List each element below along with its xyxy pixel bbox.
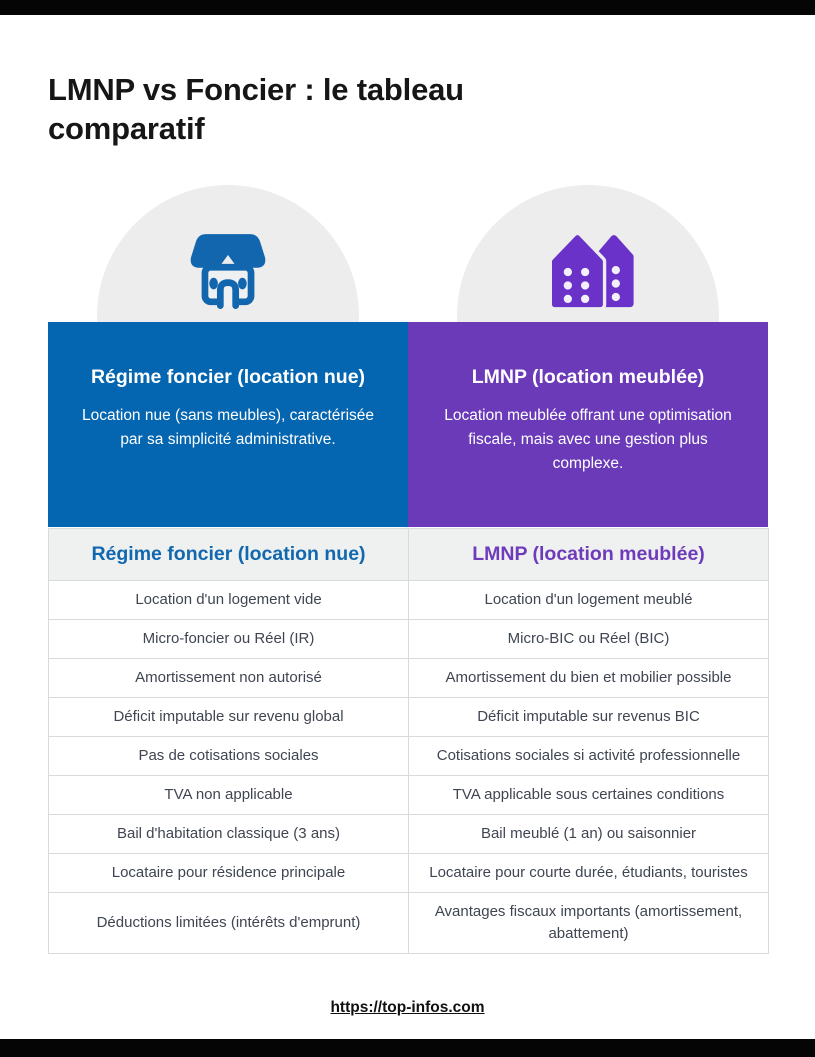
table-row [49,815,769,854]
table-row [49,737,769,776]
foncier-hero-title: Régime foncier (location nue) [90,366,366,388]
table-cell-foncier: Micro-foncier ou Réel (IR) [49,620,409,659]
table-row [49,659,769,698]
table-cell-lmnp: Avantages fiscaux importants (amortissement, abattement) [409,893,769,954]
page-title: LMNP vs Foncier : le tableau comparatif [48,72,464,146]
table-cell-lmnp: Bail meublé (1 an) ou saisonnier [409,815,769,854]
table-cell-lmnp: Cotisations sociales si activité professionnelle [409,737,769,776]
table-cell-foncier: Locataire pour résidence principale [49,854,409,893]
lmnp-hero-title: LMNP (location meublée) [471,366,705,388]
lmnp-hero-description: Location meublée offrant une optimisation fiscale, mais avec une gestion plus complexe. [444,407,732,472]
table-cell-foncier: Amortissement non autorisé [49,659,409,698]
table-header-lmnp: LMNP (location meublée) [409,529,769,581]
table-cell-foncier: Location d'un logement vide [49,581,409,620]
top-border-bar [0,0,815,15]
table-cell-lmnp: Déficit imputable sur revenus BIC [409,698,769,737]
table-cell-foncier: Déficit imputable sur revenu global [49,698,409,737]
table-row [49,698,769,737]
lmnp-hero-box [408,322,768,527]
table-cell-foncier: Pas de cotisations sociales [49,737,409,776]
footer [0,999,815,1017]
comparison-table [48,528,769,954]
hero-header-boxes [48,322,768,527]
table-cell-lmnp: Amortissement du bien et mobilier possible [409,659,769,698]
table-row [49,581,769,620]
house-icon [180,225,276,321]
footer-link[interactable]: https://top-infos.com [330,999,485,1016]
table-cell-lmnp: TVA applicable sous certaines conditions [409,776,769,815]
table-cell-foncier: Bail d'habitation classique (3 ans) [49,815,409,854]
table-row [49,620,769,659]
table-cell-lmnp: Micro-BIC ou Réel (BIC) [409,620,769,659]
bottom-border-bar [0,1039,815,1057]
table-row [49,776,769,815]
table-cell-foncier: Déductions limitées (intérêts d'emprunt) [49,893,409,954]
table-row [49,893,769,954]
foncier-hero-box [48,322,408,527]
apartment-buildings-icon [540,225,636,321]
table-header-row [49,529,769,581]
table-cell-foncier: TVA non applicable [49,776,409,815]
table-header-foncier: Régime foncier (location nue) [49,529,409,581]
table-cell-lmnp: Location d'un logement meublé [409,581,769,620]
table-row [49,854,769,893]
table-cell-lmnp: Locataire pour courte durée, étudiants, touristes [409,854,769,893]
foncier-hero-description: Location nue (sans meubles), caractérisée par sa simplicité administrative. [81,407,375,448]
